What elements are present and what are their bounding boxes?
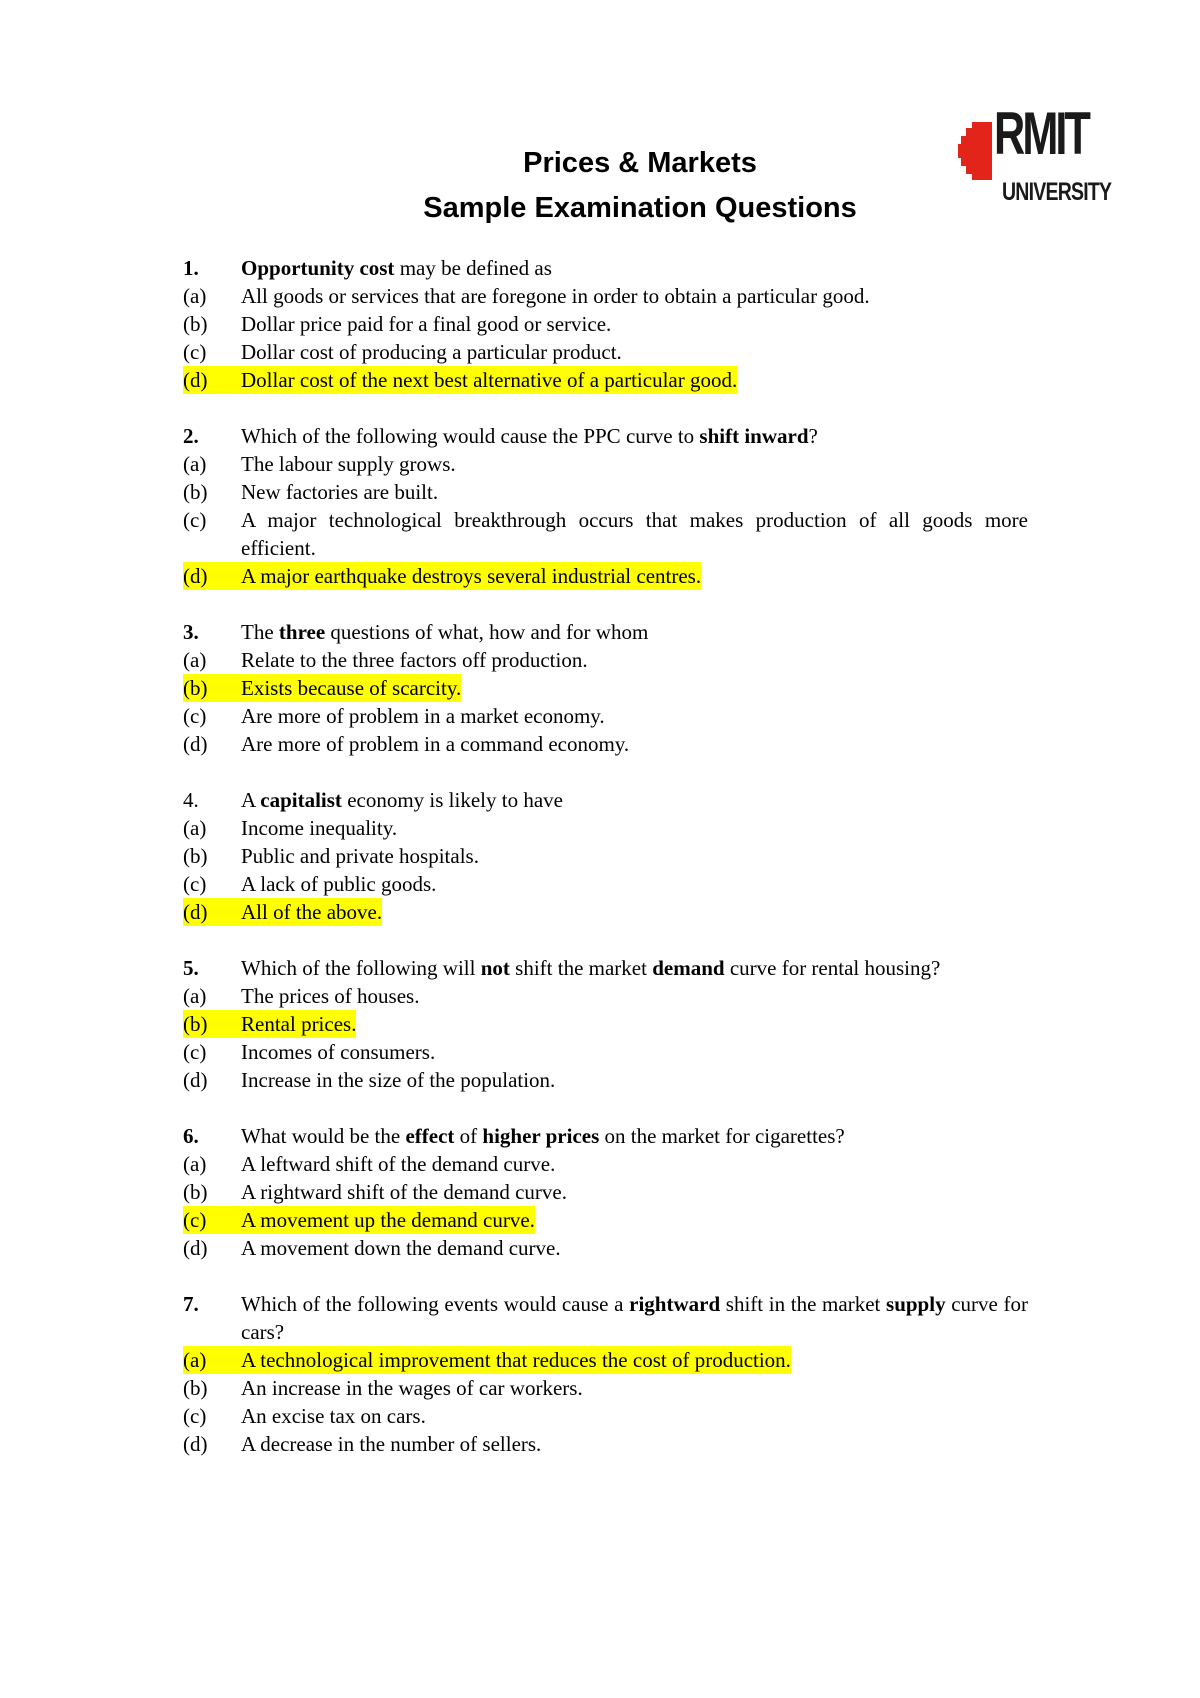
- question-number: 3.: [183, 620, 199, 644]
- option-label: (a): [183, 452, 207, 476]
- option-text: An increase in the wages of car workers.: [241, 1376, 583, 1400]
- answer-option: [183, 702, 1028, 730]
- question-spacer: [183, 394, 1028, 422]
- logo-subtitle: UNIVERSITY: [1002, 178, 1112, 206]
- question-text-segment: curve for cars?: [241, 1292, 1029, 1344]
- option-text: Income inequality.: [241, 816, 398, 840]
- page-subtitle: Sample Examination Questions: [423, 192, 857, 224]
- answer-option: [183, 1178, 1028, 1206]
- option-text: Exists because of scarcity.: [241, 676, 462, 700]
- option-label: (c): [183, 872, 207, 896]
- option-label: (a): [183, 648, 207, 672]
- answer-option: [183, 842, 1028, 870]
- question-block: [183, 1122, 1028, 1262]
- question-text: [241, 954, 1028, 982]
- answer-option: [183, 1038, 1028, 1066]
- question-text-segment: The: [241, 620, 279, 644]
- answer-option: [183, 506, 1028, 562]
- question-keyword: higher prices: [482, 1124, 600, 1148]
- answer-option: [183, 450, 1028, 478]
- question-keyword: effect: [405, 1124, 455, 1148]
- question-spacer: [183, 590, 1028, 618]
- page-title: Prices & Markets: [523, 147, 757, 179]
- question-spacer: [183, 1094, 1028, 1122]
- question-text: [241, 422, 1028, 450]
- questions-list: [183, 254, 1028, 1458]
- answer-option: [183, 982, 1028, 1010]
- question-text-segment: on the market for cigarettes?: [599, 1124, 845, 1148]
- question-text-segment: Which of the following will: [241, 956, 481, 980]
- question-text-segment: shift in the market: [720, 1292, 887, 1316]
- answer-option: [183, 646, 1028, 674]
- answer-option: [183, 1150, 1028, 1178]
- option-text: Relate to the three factors off production.: [241, 648, 588, 672]
- option-text: Incomes of consumers.: [241, 1040, 436, 1064]
- question-text-segment: A: [241, 788, 261, 812]
- question-text: [241, 1290, 1028, 1346]
- question-number: 4.: [183, 788, 199, 812]
- option-label: (c): [183, 340, 207, 364]
- answer-option-correct: [183, 1346, 1028, 1374]
- question-keyword: Opportunity cost: [241, 256, 395, 280]
- answer-option-correct: [183, 1010, 1028, 1038]
- option-text: A leftward shift of the demand curve.: [241, 1152, 556, 1176]
- option-label: (b): [183, 312, 208, 336]
- question-text-segment: of: [454, 1124, 483, 1148]
- answer-option: [183, 1066, 1028, 1094]
- question-keyword: rightward: [629, 1292, 721, 1316]
- option-text: Increase in the size of the population.: [241, 1068, 556, 1092]
- question-keyword: supply: [886, 1292, 946, 1316]
- question-block: [183, 786, 1028, 926]
- option-text: Rental prices.: [241, 1012, 357, 1036]
- question-line: [183, 1290, 1028, 1346]
- question-text-segment: may be defined as: [394, 256, 552, 280]
- question-text: [241, 618, 1028, 646]
- question-keyword: three: [278, 620, 326, 644]
- question-number: 5.: [183, 956, 199, 980]
- answer-option: [183, 870, 1028, 898]
- option-text: The labour supply grows.: [241, 452, 456, 476]
- question-number: 1.: [183, 256, 199, 280]
- question-number: 2.: [183, 424, 199, 448]
- answer-option: [183, 1374, 1028, 1402]
- question-text-segment: curve for rental housing?: [724, 956, 941, 980]
- option-text: Are more of problem in a command economy.: [241, 732, 630, 756]
- question-keyword: capitalist: [260, 788, 342, 812]
- option-label: (c): [183, 1040, 207, 1064]
- answer-option: [183, 1402, 1028, 1430]
- option-label: (d): [183, 898, 241, 926]
- question-line: [183, 422, 1028, 450]
- option-label: (a): [183, 1346, 241, 1374]
- question-text-segment: What would be the: [241, 1124, 406, 1148]
- option-text: Are more of problem in a market economy.: [241, 704, 605, 728]
- answer-option: [183, 730, 1028, 758]
- answer-option-correct: [183, 366, 1028, 394]
- question-text: [241, 1122, 1028, 1150]
- option-label: (d): [183, 366, 241, 394]
- answer-option: [183, 478, 1028, 506]
- question-block: [183, 254, 1028, 394]
- question-spacer: [183, 758, 1028, 786]
- option-label: (b): [183, 844, 208, 868]
- question-spacer: [183, 1262, 1028, 1290]
- option-text: The prices of houses.: [241, 984, 420, 1008]
- question-keyword: shift inward: [699, 424, 809, 448]
- option-text: A lack of public goods.: [241, 872, 437, 896]
- option-text: A technological improvement that reduces the cost of production.: [241, 1348, 791, 1372]
- option-text: All of the above.: [241, 900, 383, 924]
- option-text: A major technological breakthrough occurs that makes production of all goods more efficient.: [241, 508, 1028, 560]
- question-line: [183, 786, 1028, 814]
- option-label: (d): [183, 1236, 208, 1260]
- question-block: [183, 618, 1028, 758]
- option-text: A rightward shift of the demand curve.: [241, 1180, 567, 1204]
- question-block: [183, 954, 1028, 1094]
- option-text: An excise tax on cars.: [241, 1404, 426, 1428]
- answer-option-correct: [183, 562, 1028, 590]
- answer-option-correct: [183, 1206, 1028, 1234]
- question-line: [183, 954, 1028, 982]
- answer-option-correct: [183, 674, 1028, 702]
- option-label: (c): [183, 1404, 207, 1428]
- question-text-segment: economy is likely to have: [341, 788, 563, 812]
- option-label: (a): [183, 816, 207, 840]
- question-text-segment: Which of the following would cause the PPC curve to: [241, 424, 700, 448]
- question-text: [241, 786, 1028, 814]
- question-spacer: [183, 926, 1028, 954]
- option-label: (b): [183, 1180, 208, 1204]
- option-label: (d): [183, 1432, 208, 1456]
- option-label: (a): [183, 284, 207, 308]
- option-text: Dollar cost of the next best alternative of a particular good.: [241, 368, 738, 392]
- question-number: 6.: [183, 1124, 199, 1148]
- answer-option: [183, 1430, 1028, 1458]
- question-number: 7.: [183, 1292, 199, 1316]
- question-block: [183, 1290, 1028, 1458]
- question-keyword: not: [480, 956, 510, 980]
- option-text: A movement up the demand curve.: [241, 1208, 535, 1232]
- option-label: (d): [183, 1068, 208, 1092]
- question-line: [183, 1122, 1028, 1150]
- question-text-segment: ?: [808, 424, 818, 448]
- option-label: (c): [183, 508, 207, 532]
- logo-wordmark: RMIT: [994, 100, 1089, 167]
- option-text: Dollar cost of producing a particular product.: [241, 340, 622, 364]
- option-label: (b): [183, 674, 241, 702]
- question-line: [183, 254, 1028, 282]
- answer-option-correct: [183, 898, 1028, 926]
- option-label: (c): [183, 1206, 241, 1234]
- option-label: (b): [183, 1010, 241, 1038]
- question-text-segment: questions of what, how and for whom: [325, 620, 649, 644]
- option-text: A movement down the demand curve.: [241, 1236, 561, 1260]
- option-text: All goods or services that are foregone in order to obtain a particular good.: [241, 284, 870, 308]
- option-label: (a): [183, 1152, 207, 1176]
- option-label: (d): [183, 562, 241, 590]
- question-text-segment: shift the market: [509, 956, 653, 980]
- option-text: Dollar price paid for a final good or service.: [241, 312, 612, 336]
- answer-option: [183, 814, 1028, 842]
- option-text: Public and private hospitals.: [241, 844, 479, 868]
- option-label: (d): [183, 732, 208, 756]
- option-label: (a): [183, 984, 207, 1008]
- answer-option: [183, 282, 1028, 310]
- option-label: (b): [183, 1376, 208, 1400]
- question-keyword: demand: [652, 956, 725, 980]
- answer-option: [183, 310, 1028, 338]
- question-line: [183, 618, 1028, 646]
- option-label: (c): [183, 704, 207, 728]
- option-text: A decrease in the number of sellers.: [241, 1432, 542, 1456]
- option-label: (b): [183, 480, 208, 504]
- question-block: [183, 422, 1028, 590]
- answer-option: [183, 1234, 1028, 1262]
- answer-option: [183, 338, 1028, 366]
- question-text-segment: Which of the following events would cause a: [241, 1292, 630, 1316]
- question-text: [241, 254, 1028, 282]
- option-text: New factories are built.: [241, 480, 439, 504]
- option-text: A major earthquake destroys several industrial centres.: [241, 564, 702, 588]
